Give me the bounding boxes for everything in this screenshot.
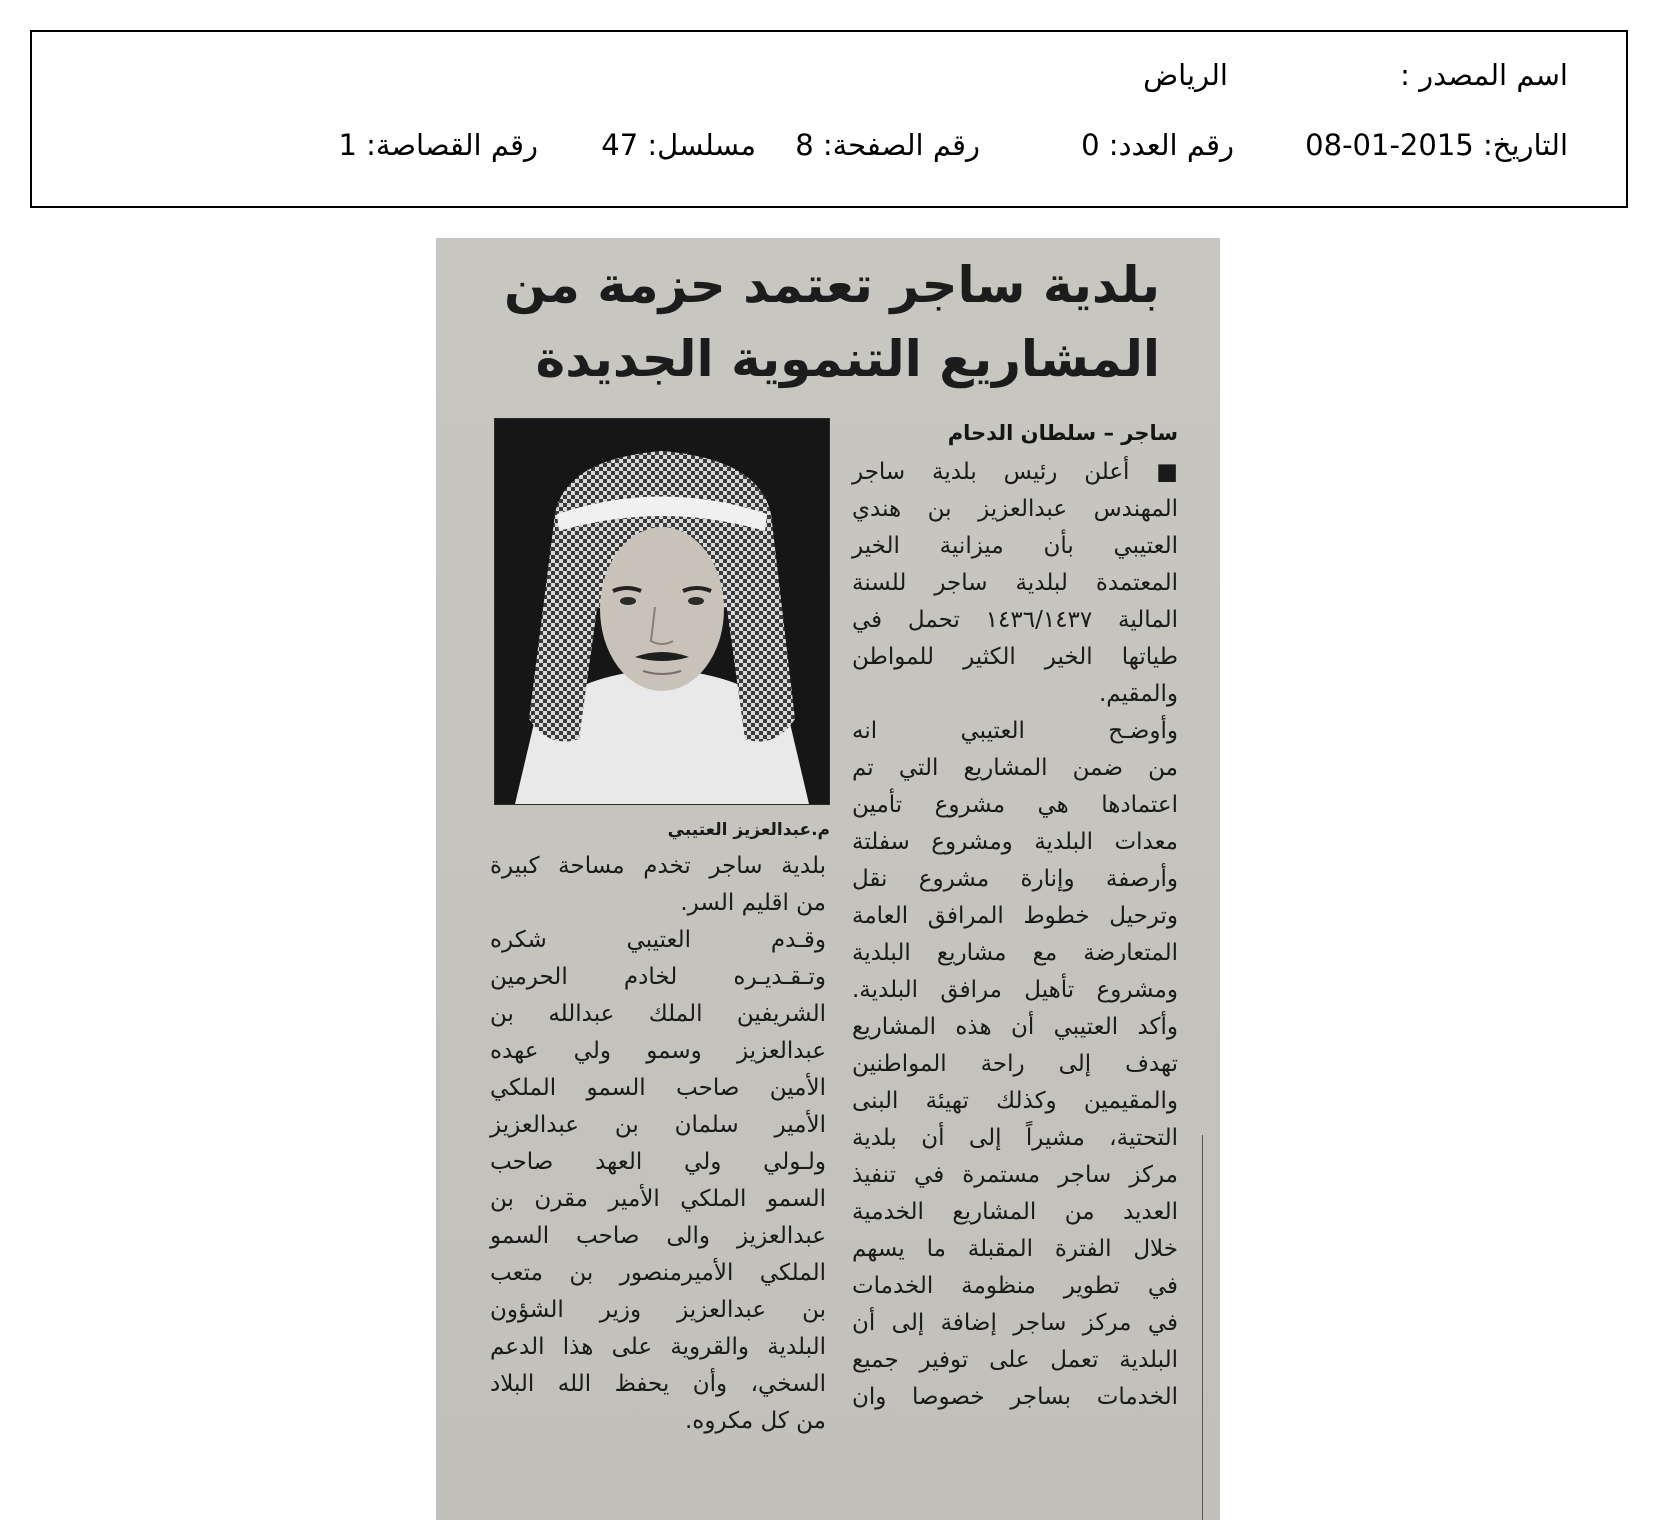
text-line: وأوضـح العتيبي انه [852,718,1178,744]
text-line: المتعارضة مع مشاريع البلدية [852,940,1178,966]
text-line: في مركز ساجر إضافة إلى أن [852,1310,1178,1336]
text-line: في تطوير منظومة الخدمات [852,1273,1178,1299]
text-line: ولـولي ولي العهد صاحب [490,1149,826,1175]
clip-label: رقم القصاصة: 1 [338,128,538,162]
text-line: اعتمادها هي مشروع تأمين [852,792,1178,818]
text-line: البلدية تعمل على توفير جميع [852,1347,1178,1373]
text-line: الشريفين الملك عبدالله بن [490,1001,826,1027]
text-line: من ضمن المشاريع التي تم [852,755,1178,781]
text-line: وترحيل خطوط المرافق العامة [852,903,1178,929]
serial-label: مسلسل: 47 [601,128,756,162]
text-line: والمقيم. [1099,681,1178,707]
text-line: معدات البلدية ومشروع سفلتة [852,829,1178,855]
text-line: ■ أعلن رئيس بلدية ساجر [852,459,1178,485]
article-left-column [490,848,826,1440]
text-line: العتيبي بأن ميزانية الخير [852,533,1178,559]
page-label: رقم الصفحة: 8 [795,128,980,162]
text-line: الأمير سلمان بن عبدالعزيز [490,1112,826,1138]
date-label: التاريخ: 2015-01-08 [1305,128,1568,162]
text-line: مركز ساجر مستمرة في تنفيذ [852,1162,1178,1188]
article-right-column [852,454,1178,1416]
text-line: الملكي الأميرمنصور بن متعب [490,1260,826,1286]
text-line: عبدالعزيز وسمو ولي عهده [490,1038,826,1064]
newspaper-clipping [436,238,1220,1520]
text-line: المهندس عبدالعزيز بن هندي [852,496,1178,522]
portrait-image [495,419,829,804]
portrait-photo [494,418,830,805]
text-line: المالية ١٤٣٦/١٤٣٧ تحمل في [852,607,1178,633]
byline: ساجر – سلطان الدحام [947,421,1178,445]
text-line: خلال الفترة المقبلة ما يسهم [852,1236,1178,1262]
source-label: اسم المصدر : [1400,58,1568,92]
text-line: وقـدم العتيبي شكره [490,927,826,953]
text-line: من كل مكروه. [685,1408,826,1434]
headline-line-2: المشاريع التنموية الجديدة [535,330,1160,388]
headline-line-1: بلدية ساجر تعتمد حزمة من [503,256,1160,314]
photo-caption: م.عبدالعزيز العتيبي [667,820,830,840]
text-line: من اقليم السر. [680,890,826,916]
text-line: التحتية، مشيراً إلى أن بلدية [852,1125,1178,1151]
text-line: والمقيمين وكذلك تهيئة البنى [852,1088,1178,1114]
source-info-box [30,30,1628,208]
text-line: المعتمدة لبلدية ساجر للسنة [852,570,1178,596]
column-divider [1202,1135,1203,1520]
text-line: البلدية والقروية على هذا الدعم [490,1334,826,1360]
text-line: ومشروع تأهيل مرافق البلدية. [852,977,1178,1003]
text-line: تهدف إلى راحة المواطنين [852,1051,1178,1077]
text-line: وتـقـديـره لخادم الحرمين [490,964,826,990]
text-line: الخدمات بساجر خصوصا وان [852,1384,1178,1410]
text-line: وأكد العتيبي أن هذه المشاريع [852,1014,1178,1040]
text-line: السمو الملكي الأمير مقرن بن [490,1186,826,1212]
text-line: الأمين صاحب السمو الملكي [490,1075,826,1101]
text-line: عبدالعزيز والى صاحب السمو [490,1223,826,1249]
text-line: العديد من المشاريع الخدمية [852,1199,1178,1225]
source-value: الرياض [1143,58,1228,92]
text-line: بن عبدالعزيز وزير الشؤون [490,1297,826,1323]
text-line: بلدية ساجر تخدم مساحة كبيرة [490,853,826,879]
text-line: وأرصفة وإنارة مشروع نقل [852,866,1178,892]
text-line: السخي، وأن يحفظ الله البلاد [490,1371,826,1397]
issue-label: رقم العدد: 0 [1081,128,1234,162]
text-line: طياتها الخير الكثير للمواطن [852,644,1178,670]
